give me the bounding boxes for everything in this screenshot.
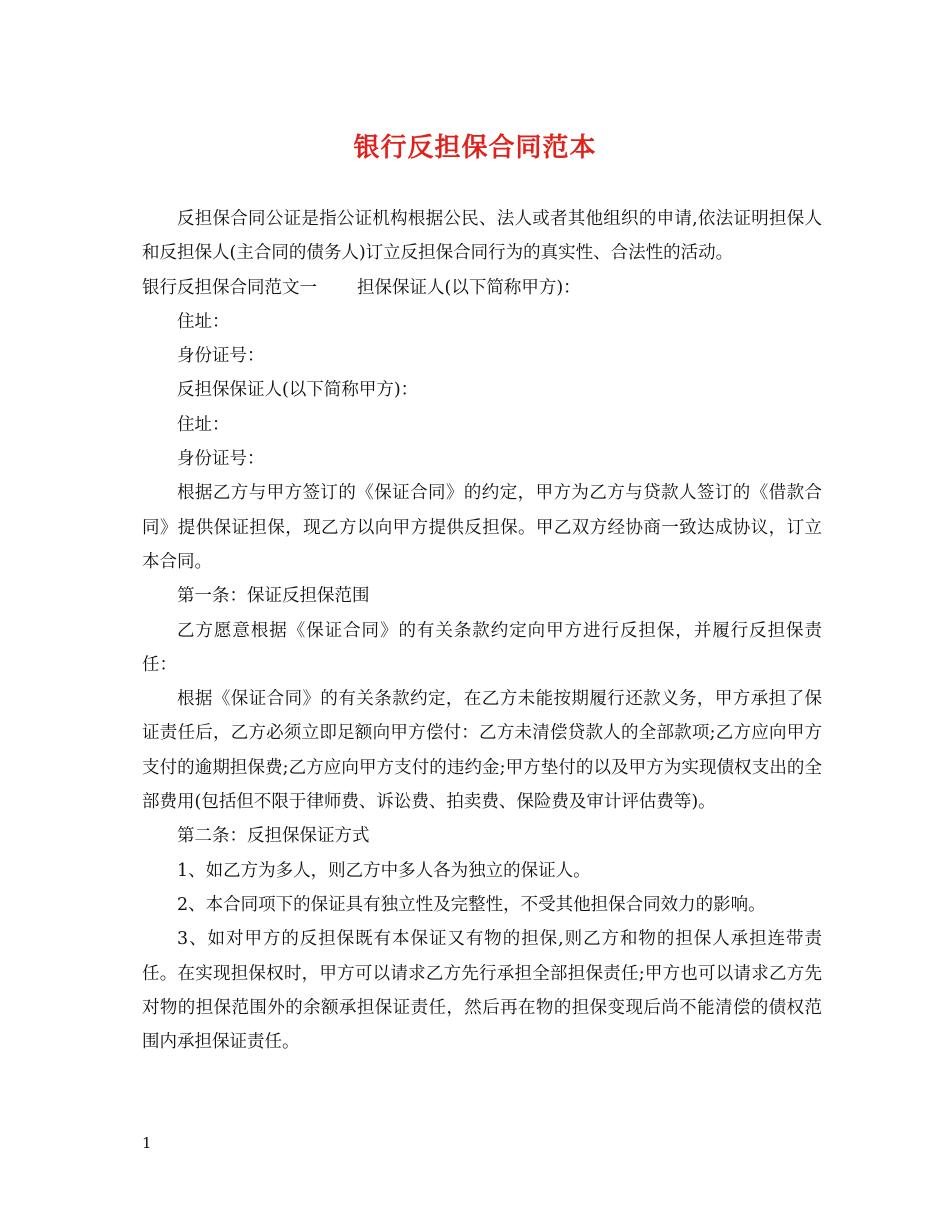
sample-label: 银行反担保合同范文一 (142, 277, 317, 298)
counter-guarantor-line: 反担保保证人(以下简称甲方)： (177, 380, 419, 401)
clause-2: 2、本合同项下的保证具有独立性及完整性，不受其他担保合同效力的影响。 (177, 894, 766, 915)
guarantor-label: 担保保证人(以下简称甲方)： (357, 277, 581, 298)
article-1-heading: 第一条：保证反担保范围 (177, 586, 370, 607)
clause-1: 1、如乙方为多人，则乙方中多人各为独立的保证人。 (177, 860, 591, 881)
article-1-paragraph-1: 乙方愿意根据《保证合同》的有关条款约定向甲方进行反担保，并履行反担保责任： (142, 620, 822, 675)
article-1-paragraph-2: 根据《保证合同》的有关条款约定，在乙方未能按期履行还款义务，甲方承担了保证责任后，乙方必须立即足额向甲方偿付：乙方未清偿贷款人的全部款项;乙方应向甲方支付的逾期担保费;乙方应向甲方支付的违约金;甲方垫付的以及甲方为实现债权支出的全部费用(包括但不限于律师费、诉讼费、拍卖费、保险费及审计评估费等)。 (142, 689, 822, 813)
address-line-2: 住址： (177, 414, 230, 435)
id-line-2: 身份证号： (177, 449, 265, 470)
intro-paragraph: 反担保合同公证是指公证机构根据公民、法人或者其他组织的申请,依法证明担保人和反担保人(主合同的债务人)订立反担保合同行为的真实性、合法性的活动。 (142, 209, 822, 264)
article-2-heading: 第二条：反担保保证方式 (177, 826, 370, 847)
clause-3: 3、如对甲方的反担保既有本保证又有物的担保,则乙方和物的担保人承担连带责任。在实现担保权时，甲方可以请求乙方先行承担全部担保责任;甲方也可以请求乙方先对物的担保范围外的余额承担保证责任，然后再在物的担保变现后尚不能清偿的债权范围内承担保证责任。 (142, 929, 822, 1053)
address-line-1: 住址： (177, 311, 230, 332)
id-line-1: 身份证号： (177, 346, 265, 367)
page-number: 1 (142, 1134, 152, 1152)
sample-line (142, 271, 822, 305)
document-title: 银行反担保合同范本 (353, 133, 597, 163)
document-body (142, 202, 822, 1059)
preamble-paragraph: 根据乙方与甲方签订的《保证合同》的约定，甲方为乙方与贷款人签订的《借款合同》提供保证担保，现乙方以向甲方提供反担保。甲乙双方经协商一致达成协议，订立本合同。 (142, 483, 822, 572)
